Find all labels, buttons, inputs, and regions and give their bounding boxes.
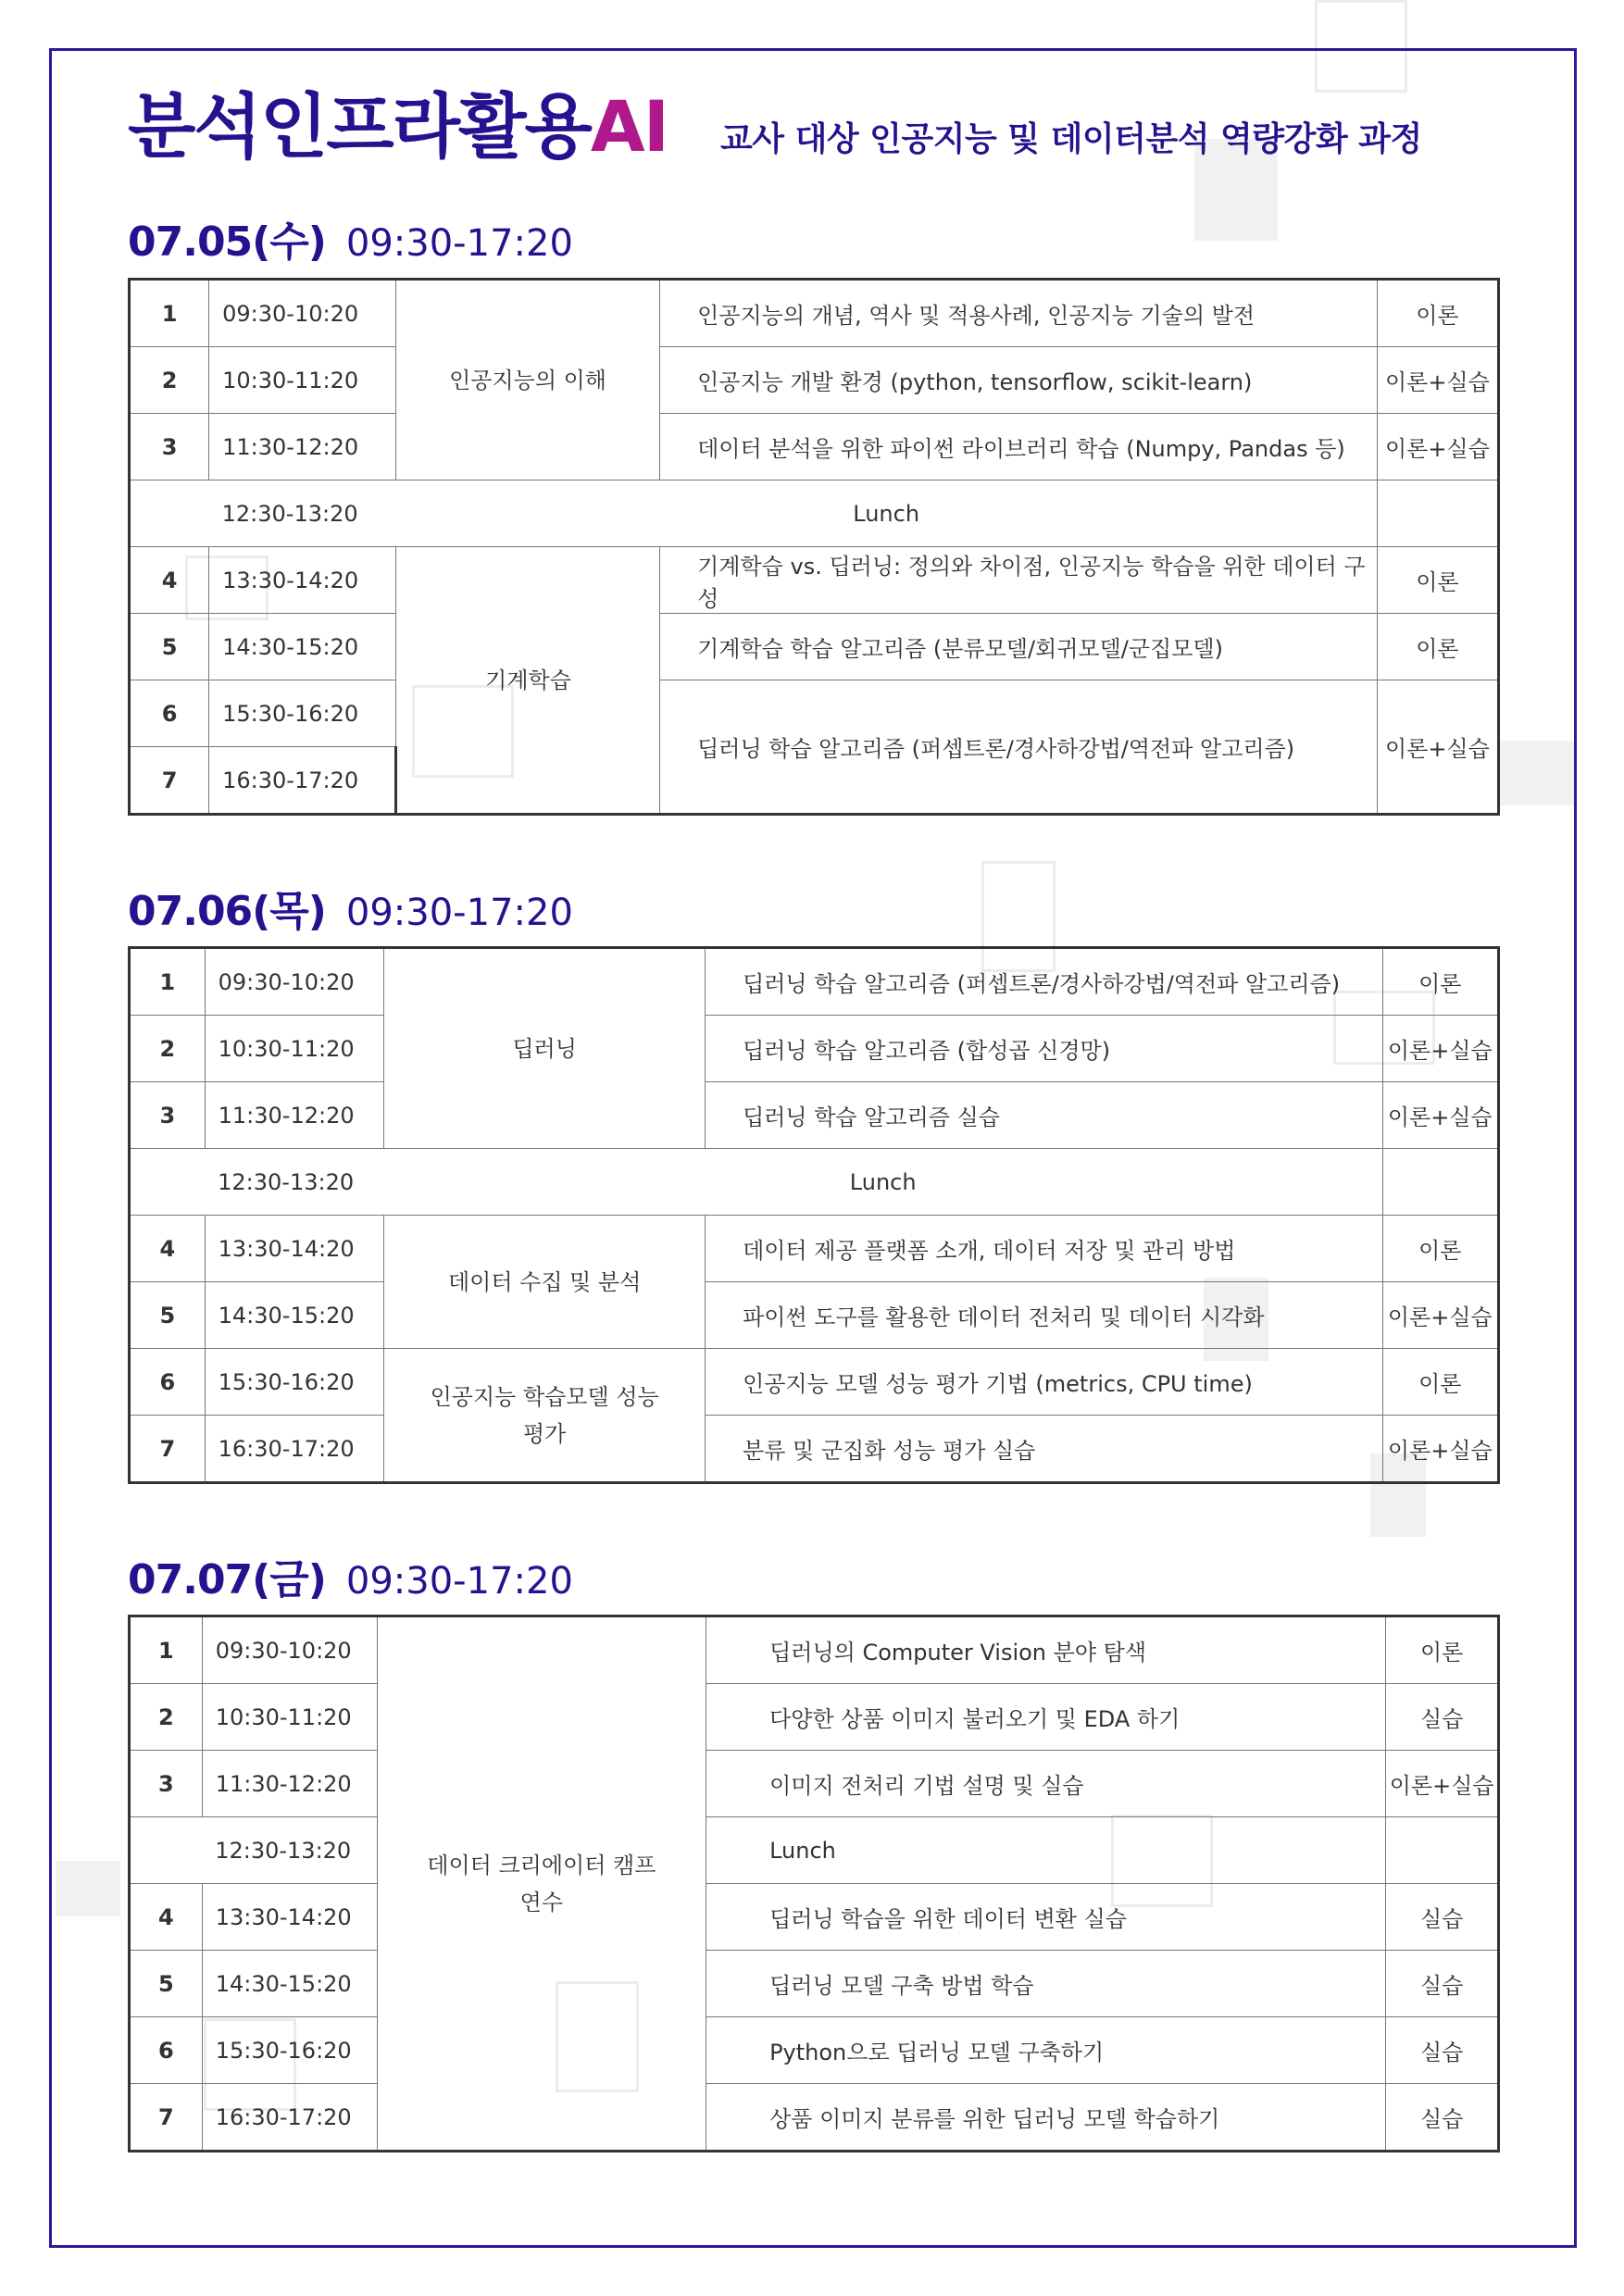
session-type [1382, 1149, 1498, 1216]
session-time: 13:30-14:20 [202, 1884, 377, 1951]
session-type: 이론 [1382, 1216, 1498, 1282]
session-content: 딥러닝 학습 알고리즘 (퍼셉트론/경사하강법/역전파 알고리즘) [706, 948, 1383, 1016]
session-type: 이론+실습 [1382, 1016, 1498, 1082]
table-row [130, 2084, 1499, 2152]
session-number: 6 [130, 1349, 206, 1416]
session-number: 2 [130, 1684, 203, 1751]
session-type: 실습 [1386, 1884, 1499, 1951]
session-number: 7 [130, 1416, 206, 1483]
session-type: 이론+실습 [1382, 1282, 1498, 1349]
session-topic: 데이터 수집 및 분석 [384, 1216, 706, 1349]
session-time: 15:30-16:20 [202, 2017, 377, 2084]
session-topic: 인공지능의 이해 [395, 280, 659, 480]
session-number: 6 [130, 680, 209, 747]
session-number: 4 [130, 1216, 206, 1282]
session-number: 6 [130, 2017, 203, 2084]
table-row [130, 1216, 1499, 1282]
session-number [130, 1817, 203, 1884]
session-content: 딥러닝 학습 알고리즘 실습 [706, 1082, 1383, 1149]
session-type: 이론+실습 [1382, 1082, 1498, 1149]
lunch-row [130, 1149, 1499, 1216]
session-content: 딥러닝 학습을 위한 데이터 변환 실습 [706, 1884, 1386, 1951]
session-time: 09:30-10:20 [202, 1616, 377, 1684]
session-time: 15:30-16:20 [209, 680, 396, 747]
table-row [130, 414, 1499, 480]
session-type: 이론+실습 [1377, 414, 1498, 480]
session-type: 실습 [1386, 1684, 1499, 1751]
session-topic: 딥러닝 [384, 948, 706, 1149]
session-number [130, 480, 209, 547]
session-time: 12:30-13:20 [209, 480, 396, 547]
session-time: 12:30-13:20 [205, 1149, 384, 1216]
schedule-table-day-3 [128, 1615, 1500, 2152]
session-content: 데이터 제공 플랫폼 소개, 데이터 저장 및 관리 방법 [706, 1216, 1383, 1282]
session-content: 딥러닝 학습 알고리즘 (퍼셉트론/경사하강법/역전파 알고리즘) [660, 680, 1378, 815]
session-content: 딥러닝 모델 구축 방법 학습 [706, 1951, 1386, 2017]
session-content: 다양한 상품 이미지 불러오기 및 EDA 하기 [706, 1684, 1386, 1751]
lunch-label: Lunch [395, 480, 1377, 547]
session-content: 분류 및 군집화 성능 평가 실습 [706, 1416, 1383, 1483]
session-number: 4 [130, 1884, 203, 1951]
table-row [130, 1616, 1499, 1684]
session-type: 이론 [1382, 1349, 1498, 1416]
session-time: 09:30-10:20 [209, 280, 396, 347]
session-number: 3 [130, 1751, 203, 1817]
session-content: 이미지 전처리 기법 설명 및 실습 [706, 1751, 1386, 1817]
session-number: 3 [130, 414, 209, 480]
day-heading-1 [128, 208, 573, 268]
table-row [130, 1349, 1499, 1416]
session-type: 이론+실습 [1377, 347, 1498, 414]
session-number [130, 1149, 206, 1216]
table-row [130, 1751, 1499, 1817]
session-time: 10:30-11:20 [209, 347, 396, 414]
day-time: 09:30-17:20 [345, 892, 573, 934]
session-number: 2 [130, 347, 209, 414]
table-row [130, 614, 1499, 680]
session-time: 16:30-17:20 [202, 2084, 377, 2152]
table-row [130, 1082, 1499, 1149]
table-row [130, 547, 1499, 614]
session-time: 10:30-11:20 [202, 1684, 377, 1751]
table-row [130, 1282, 1499, 1349]
session-number: 3 [130, 1082, 206, 1149]
session-content: 인공지능 모델 성능 평가 기법 (metrics, CPU time) [706, 1349, 1383, 1416]
session-content: 인공지능 개발 환경 (python, tensorflow, scikit-learn) [660, 347, 1378, 414]
session-type [1377, 480, 1498, 547]
session-type: 이론+실습 [1386, 1751, 1499, 1817]
session-number: 5 [130, 614, 209, 680]
lunch-label: Lunch [384, 1149, 1382, 1216]
session-type: 이론 [1386, 1616, 1499, 1684]
session-time: 10:30-11:20 [205, 1016, 384, 1082]
session-time: 14:30-15:20 [205, 1282, 384, 1349]
session-time: 11:30-12:20 [209, 414, 396, 480]
session-number: 1 [130, 948, 206, 1016]
schedule-table-day-2 [128, 946, 1500, 1484]
table-row [130, 347, 1499, 414]
brand-ai-text: AI [590, 85, 668, 168]
session-time: 14:30-15:20 [202, 1951, 377, 2017]
table-row [130, 280, 1499, 347]
session-number: 5 [130, 1951, 203, 2017]
brand-main-text: 분석인프라활용 [128, 85, 591, 168]
table-row [130, 948, 1499, 1016]
session-type: 실습 [1386, 2084, 1499, 2152]
session-content: 딥러닝의 Computer Vision 분야 탐색 [706, 1616, 1386, 1684]
session-time: 12:30-13:20 [202, 1817, 377, 1884]
table-row [130, 680, 1499, 747]
lunch-row [130, 480, 1499, 547]
session-type: 이론+실습 [1382, 1416, 1498, 1483]
session-time: 14:30-15:20 [209, 614, 396, 680]
session-content: 데이터 분석을 위한 파이썬 라이브러리 학습 (Numpy, Pandas 등) [660, 414, 1378, 480]
session-type [1386, 1817, 1499, 1884]
session-time: 09:30-10:20 [205, 948, 384, 1016]
schedule-table-day-1 [128, 278, 1500, 816]
session-type: 이론 [1382, 948, 1498, 1016]
page-header [128, 85, 1517, 168]
table-row [130, 1951, 1499, 2017]
day-date: 07.07(금) [128, 1556, 326, 1603]
session-topic: 기계학습 [395, 547, 659, 815]
day-time: 09:30-17:20 [345, 222, 573, 265]
session-time: 13:30-14:20 [209, 547, 396, 614]
session-number: 5 [130, 1282, 206, 1349]
session-content: 딥러닝 학습 알고리즘 (합성곱 신경망) [706, 1016, 1383, 1082]
session-number: 7 [130, 747, 209, 815]
day-date: 07.05(수) [128, 218, 326, 266]
session-type: 실습 [1386, 2017, 1499, 2084]
session-type: 이론 [1377, 614, 1498, 680]
session-type: 이론 [1377, 547, 1498, 614]
session-content: 파이썬 도구를 활용한 데이터 전처리 및 데이터 시각화 [706, 1282, 1383, 1349]
session-content: Python으로 딥러닝 모델 구축하기 [706, 2017, 1386, 2084]
table-row [130, 1416, 1499, 1483]
session-time: 13:30-14:20 [205, 1216, 384, 1282]
session-time: 15:30-16:20 [205, 1349, 384, 1416]
lunch-label: Lunch [706, 1817, 1386, 1884]
day-heading-2 [128, 878, 573, 937]
session-number: 1 [130, 1616, 203, 1684]
table-row [130, 1016, 1499, 1082]
session-type: 이론 [1377, 280, 1498, 347]
brand-title [128, 85, 668, 168]
session-type: 이론+실습 [1377, 680, 1498, 815]
session-time: 16:30-17:20 [205, 1416, 384, 1483]
table-row [130, 2017, 1499, 2084]
session-number: 2 [130, 1016, 206, 1082]
table-row [130, 1884, 1499, 1951]
table-row [130, 1684, 1499, 1751]
session-content: 기계학습 학습 알고리즘 (분류모델/회귀모델/군집모델) [660, 614, 1378, 680]
session-number: 7 [130, 2084, 203, 2152]
session-topic: 데이터 크리에이터 캠프 연수 [377, 1616, 706, 2152]
session-time: 11:30-12:20 [202, 1751, 377, 1817]
session-type: 실습 [1386, 1951, 1499, 2017]
session-number: 1 [130, 280, 209, 347]
day-heading-3 [128, 1546, 573, 1605]
session-content: 기계학습 vs. 딥러닝: 정의와 차이점, 인공지능 학습을 위한 데이터 구성 [660, 547, 1378, 614]
lunch-row [130, 1817, 1499, 1884]
day-time: 09:30-17:20 [345, 1560, 573, 1603]
session-time: 16:30-17:20 [209, 747, 396, 815]
session-content: 인공지능의 개념, 역사 및 적용사례, 인공지능 기술의 발전 [660, 280, 1378, 347]
session-time: 11:30-12:20 [205, 1082, 384, 1149]
course-subtitle: 교사 대상 인공지능 및 데이터분석 역량강화 과정 [720, 120, 1422, 158]
day-date: 07.06(목) [128, 888, 326, 935]
session-number: 4 [130, 547, 209, 614]
session-topic: 인공지능 학습모델 성능평가 [384, 1349, 706, 1483]
session-content: 상품 이미지 분류를 위한 딥러닝 모델 학습하기 [706, 2084, 1386, 2152]
